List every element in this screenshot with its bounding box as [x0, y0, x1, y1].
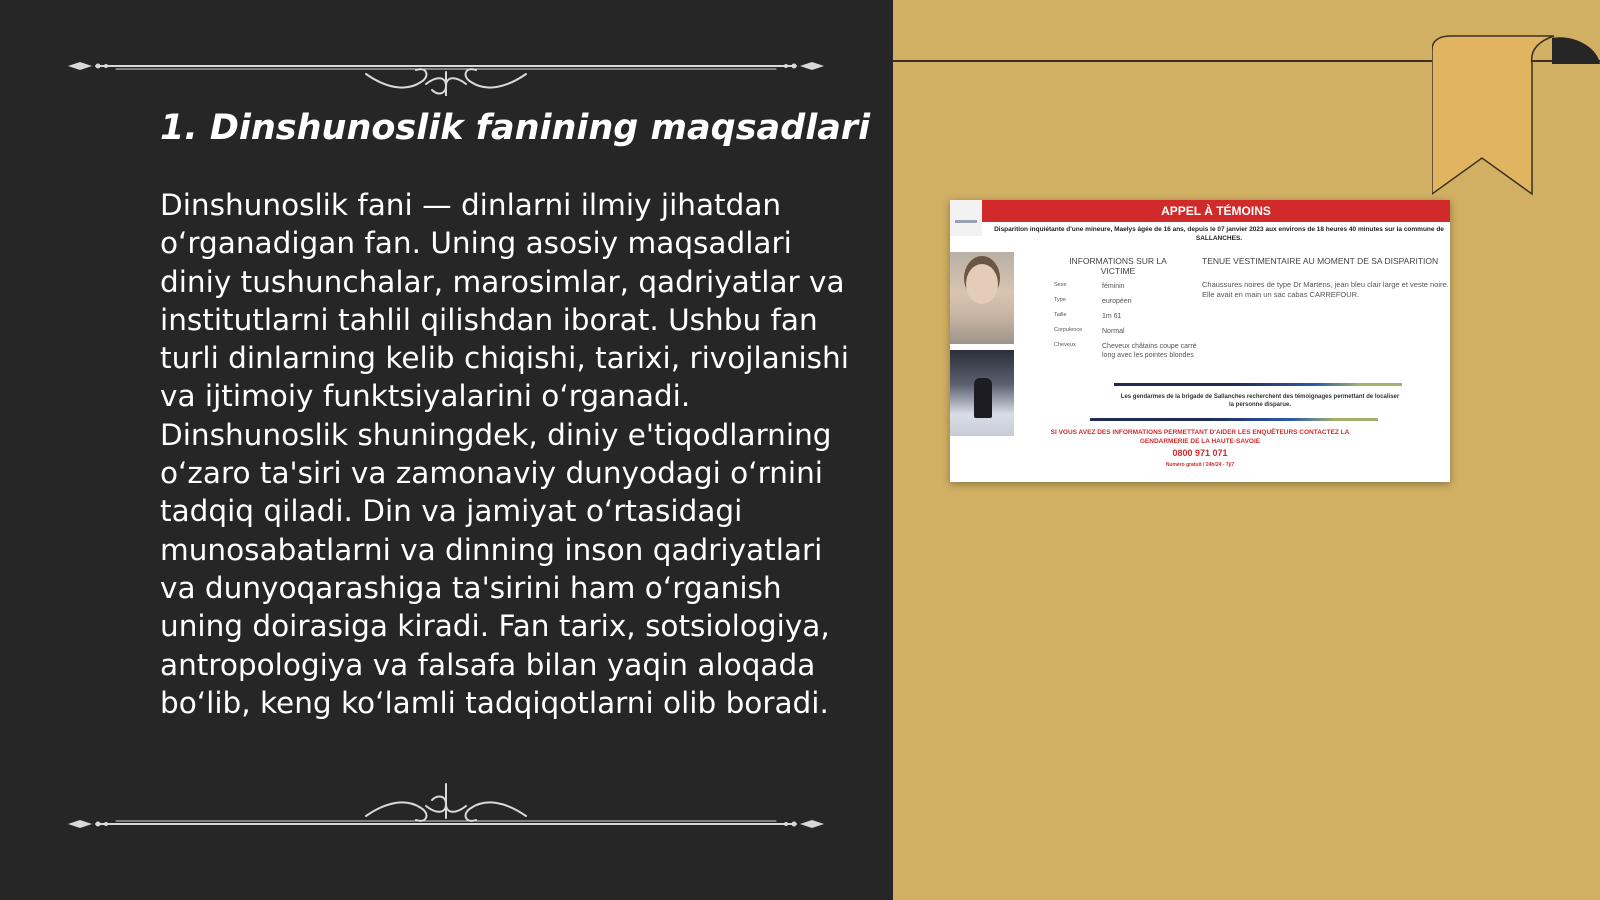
missing-person-poster-image	[950, 200, 1450, 482]
field-label: Taille	[1054, 312, 1067, 318]
field-value: Normal	[1102, 328, 1125, 335]
poster-color-bar	[1114, 383, 1402, 386]
field-value: européen	[1102, 298, 1132, 305]
poster-info-title: INFORMATIONS SUR LA VICTIME	[1069, 256, 1167, 276]
poster-contact-text: SI VOUS AVEZ DES INFORMATIONS PERMETTANT D'AIDER LES ENQUÊTEURS CONTACTEZ LA GENDARMERIE DE LA HAUTE-SAVOIE	[1050, 429, 1350, 445]
field-label: Sexe	[1054, 282, 1067, 288]
bookmark-ribbon-icon	[1432, 34, 1600, 200]
field-label: Type	[1054, 297, 1066, 303]
field-label: Cheveux	[1054, 342, 1076, 348]
poster-header: APPEL À TÉMOINS	[982, 200, 1450, 222]
victim-photo-scene	[950, 350, 1014, 436]
poster-color-bar	[1090, 418, 1378, 421]
field-value: féminin	[1102, 283, 1125, 290]
poster-phone-note: Numéro gratuit / 24h/24 - 7j/7	[1165, 462, 1235, 468]
poster-phone-number: 0800 971 071	[1172, 448, 1228, 458]
ornament-divider-bottom	[66, 772, 826, 832]
poster-gendarmes-text: Les gendarmes de la brigade de Sallanches recherchent des témoignages permettant de localiser la personne disparue.	[1120, 394, 1400, 408]
poster-tenue-text: Chaussures noires de type Dr Martens, jean bleu clair large et veste noire. Elle avait en main un sac cabas CARREFOUR.	[1202, 280, 1449, 299]
poster-subheader: Disparition inquiétante d'une mineure, Maelys âgée de 16 ans, depuis le 07 janvier 2023 aux environs de 18 heures 40 minutes sur la commune de SALLANCHES.	[994, 226, 1444, 242]
ornament-divider-top	[66, 36, 826, 96]
field-label: Corpulence	[1054, 327, 1083, 333]
field-value: 1m 61	[1102, 313, 1122, 320]
gendarmerie-logo	[950, 200, 982, 236]
slide-body-text: Dinshunoslik fani — dinlarni ilmiy jihatdan oʻrganadigan fan. Uning asosiy maqsadlari diniy tushunchalar, marosimlar, qadriyatlar va institutlarni tahlil qilishdan iborat. Ushbu fan turli dinlarning kelib chiqishi, tarixi, rivojlanishi va ijtimoiy funktsiyalarini oʻrganadi. Dinshunoslik shuningdek, diniy e'tiqodlarning oʻzaro ta'siri va zamonaviy dunyodagi oʻrnini tadqiq qiladi. Din va jamiyat oʻrtasidagi munosabatlarni va dinning inson qadriyatlari va dunyoqarashiga ta'sirini ham oʻrganish uning doirasiga kiradi. Fan tarix, sotsiologiya, antropologiya va falsafa bilan yaqin aloqada boʻlib, keng koʻlamli tadqiqotlarni olib boradi.	[160, 188, 849, 720]
field-value: Cheveux châtains coupe carré long avec les pointes blondes	[1102, 343, 1197, 359]
slide-title: 1. Dinshunoslik fanining maqsadlari	[160, 108, 871, 148]
poster-tenue-title: TENUE VESTIMENTAIRE AU MOMENT DE SA DISPARITION	[1202, 256, 1439, 266]
victim-photo-portrait	[950, 252, 1014, 344]
